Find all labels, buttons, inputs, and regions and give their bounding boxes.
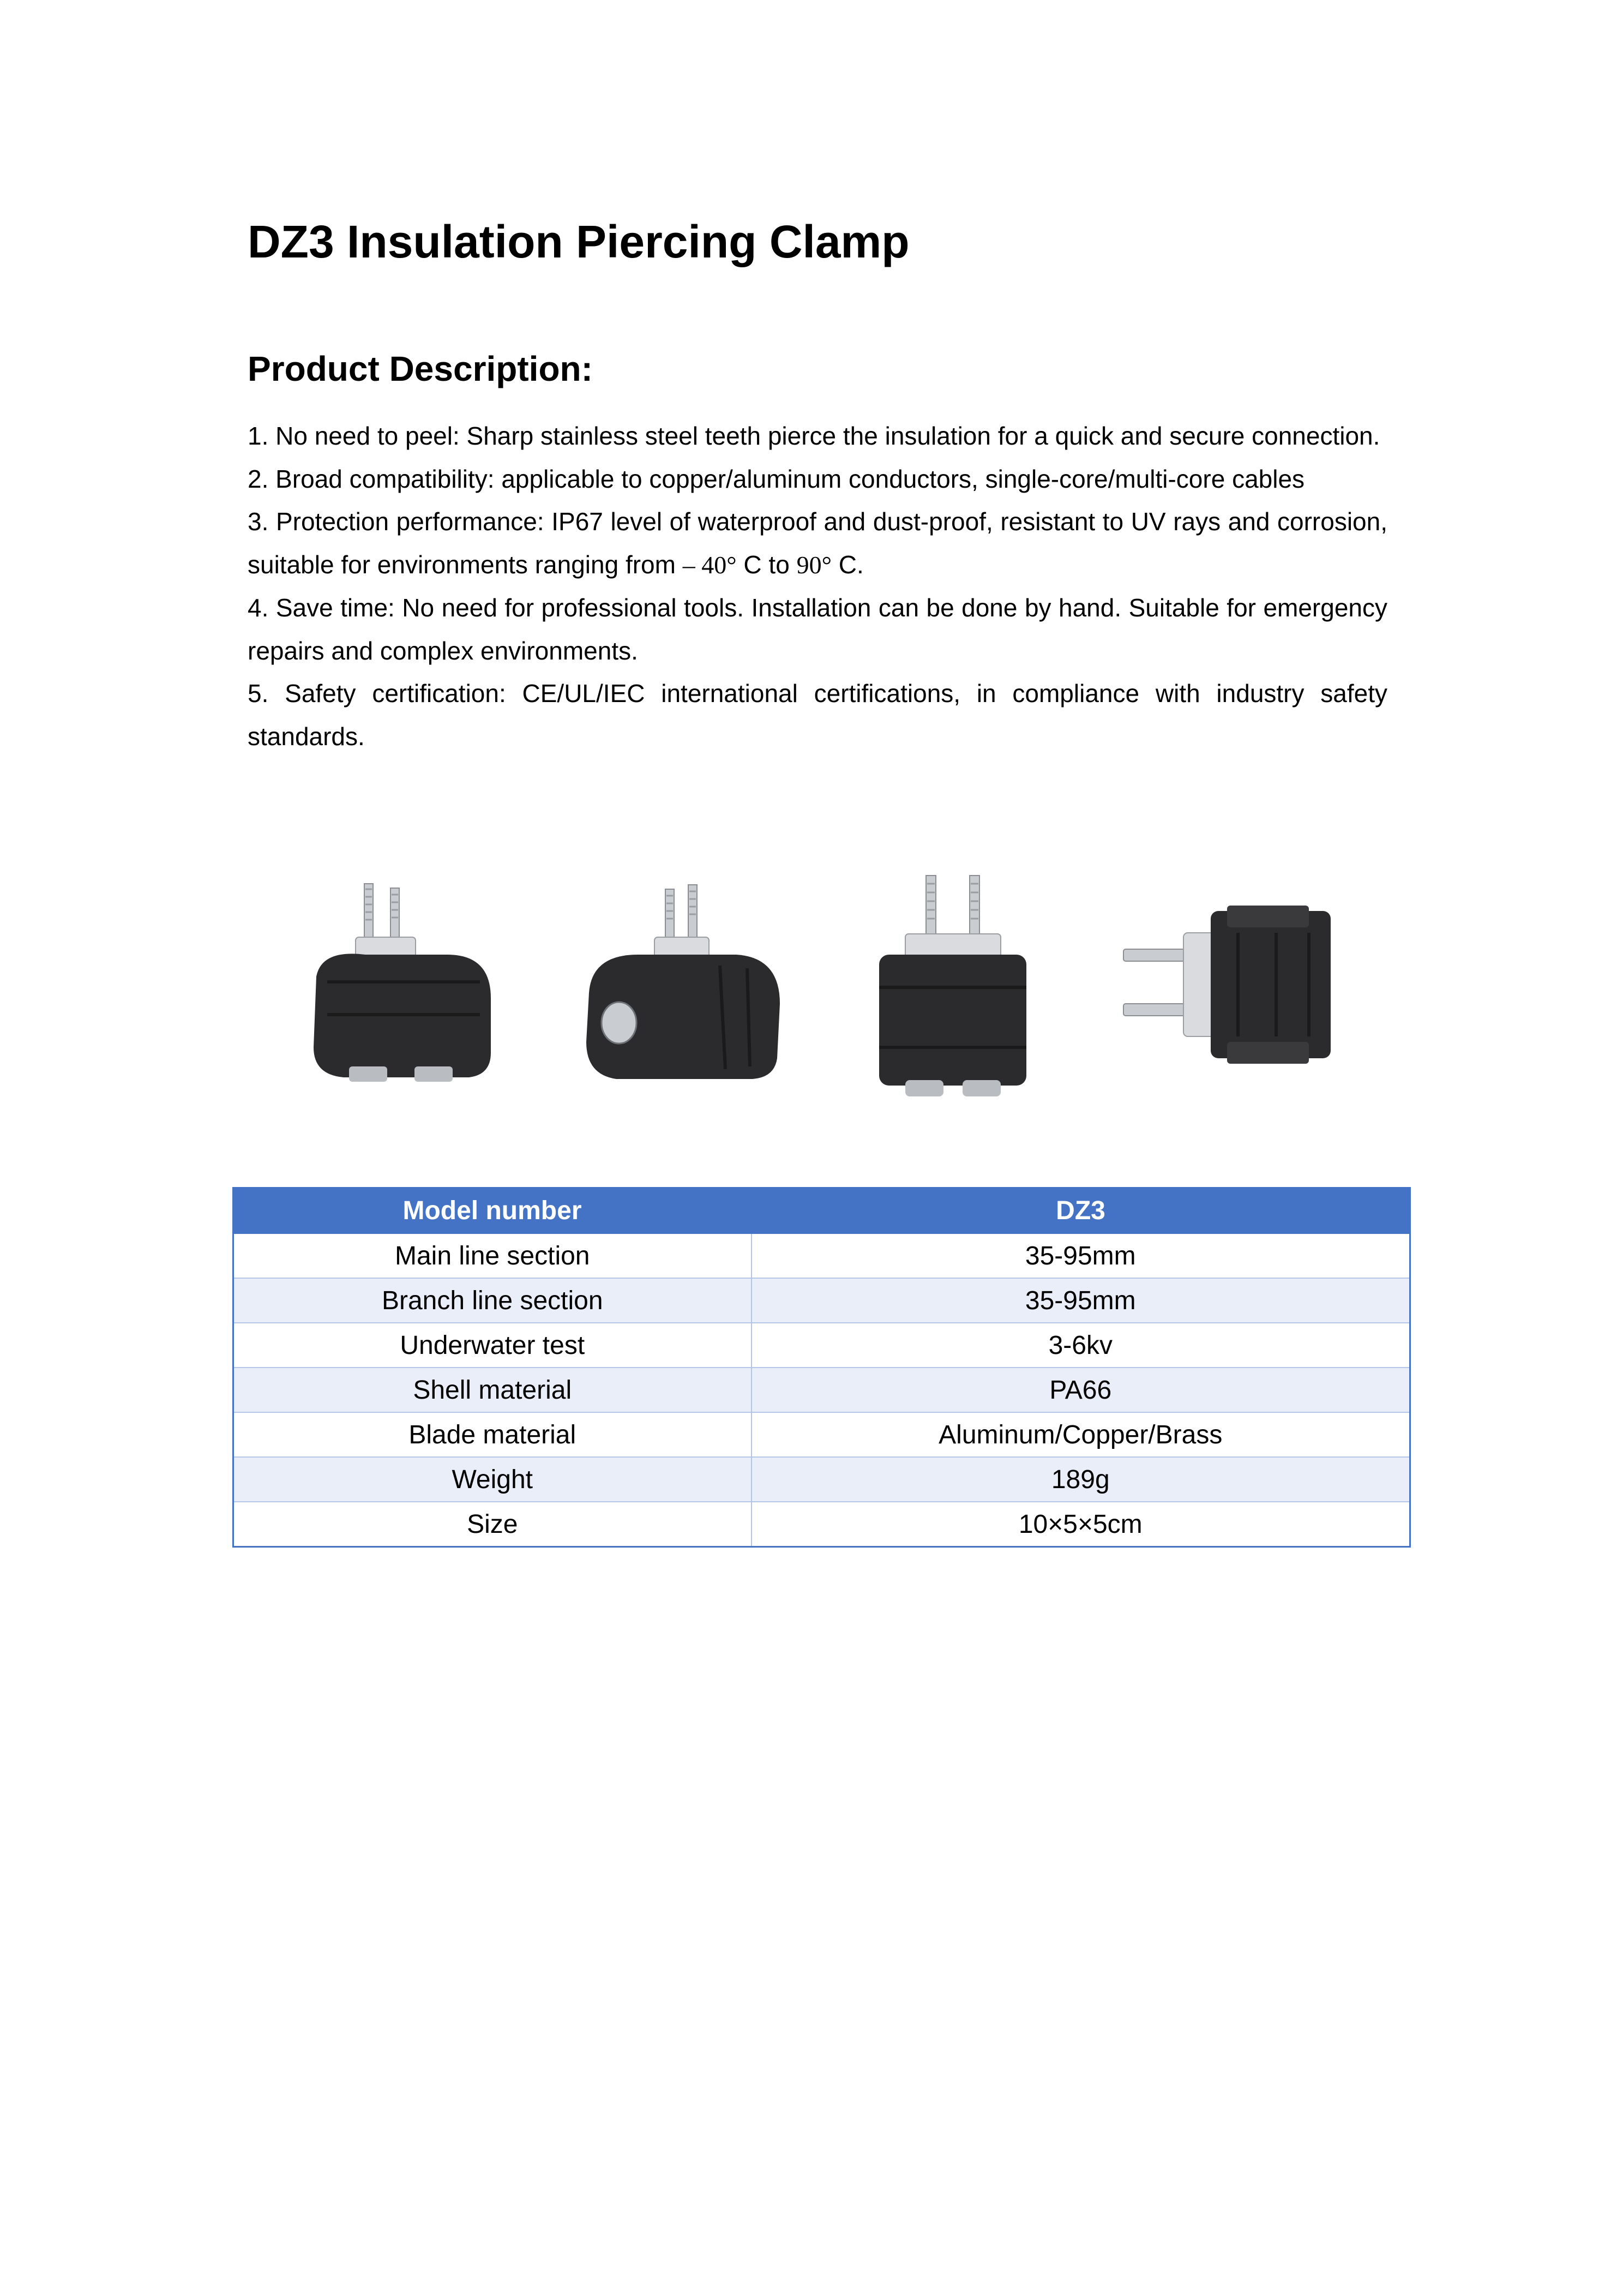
product-description: [248, 415, 1387, 758]
table-header-cell: Model number: [233, 1188, 752, 1233]
description-item-3-text: 3. Protection performance: IP67 level of waterproof and dust-proof, resistant to UV rays and corrosion, suitable for environments ranging from: [248, 507, 1387, 579]
table-cell-label: Main line section: [233, 1233, 752, 1279]
description-item-4: 4. Save time: No need for professional tools. Installation can be done by hand. Suitable for emergency repairs and complex environments.: [248, 594, 1387, 665]
table-cell-value: Aluminum/Copper/Brass: [752, 1412, 1410, 1457]
table-row: [233, 1278, 1410, 1323]
table-cell-label: Shell material: [233, 1368, 752, 1412]
table-cell-value: 189g: [752, 1457, 1410, 1502]
clamp-front-angle-photo: [284, 873, 524, 1102]
table-row: [233, 1233, 1410, 1279]
description-item-3-mid: C to: [736, 550, 797, 579]
table-cell-value: PA66: [752, 1368, 1410, 1412]
table-cell-label: Blade material: [233, 1412, 752, 1457]
table-row: [233, 1457, 1410, 1502]
product-images: [284, 873, 1352, 1102]
table-cell-value: 35-95mm: [752, 1278, 1410, 1323]
description-item-1: 1. No need to peel: Sharp stainless steel teeth pierce the insulation for a quick and secure connection.: [248, 422, 1380, 450]
specification-table: [232, 1187, 1411, 1548]
description-item-2: 2. Broad compatibility: applicable to copper/aluminum conductors, single-core/multi-core cables: [248, 464, 1305, 493]
table-cell-label: Weight: [233, 1457, 752, 1502]
clamp-side-angle-photo: [562, 873, 802, 1102]
table-header-cell: DZ3: [752, 1188, 1410, 1233]
table-cell-value: 35-95mm: [752, 1233, 1410, 1279]
temperature-high: 90°: [796, 550, 832, 579]
table-row: [233, 1323, 1410, 1368]
description-item-3: [248, 500, 1387, 586]
table-row: [233, 1412, 1410, 1457]
page-title: DZ3 Insulation Piercing Clamp: [248, 216, 910, 267]
table-cell-label: Underwater test: [233, 1323, 752, 1368]
clamp-top-view-photo: [1113, 873, 1352, 1102]
clamp-front-view-photo: [834, 873, 1074, 1102]
description-item-3-end: C.: [831, 550, 864, 579]
table-cell-value: 3-6kv: [752, 1323, 1410, 1368]
table-cell-label: Branch line section: [233, 1278, 752, 1323]
table-header-row: [233, 1188, 1410, 1233]
temperature-low: – 40°: [682, 550, 737, 579]
description-item-5: 5. Safety certification: CE/UL/IEC international certifications, in compliance with industry safety standards.: [248, 679, 1387, 751]
table-row: [233, 1368, 1410, 1412]
table-row: [233, 1502, 1410, 1547]
table-cell-label: Size: [233, 1502, 752, 1547]
product-description-heading: Product Description:: [248, 349, 593, 388]
table-cell-value: 10×5×5cm: [752, 1502, 1410, 1547]
